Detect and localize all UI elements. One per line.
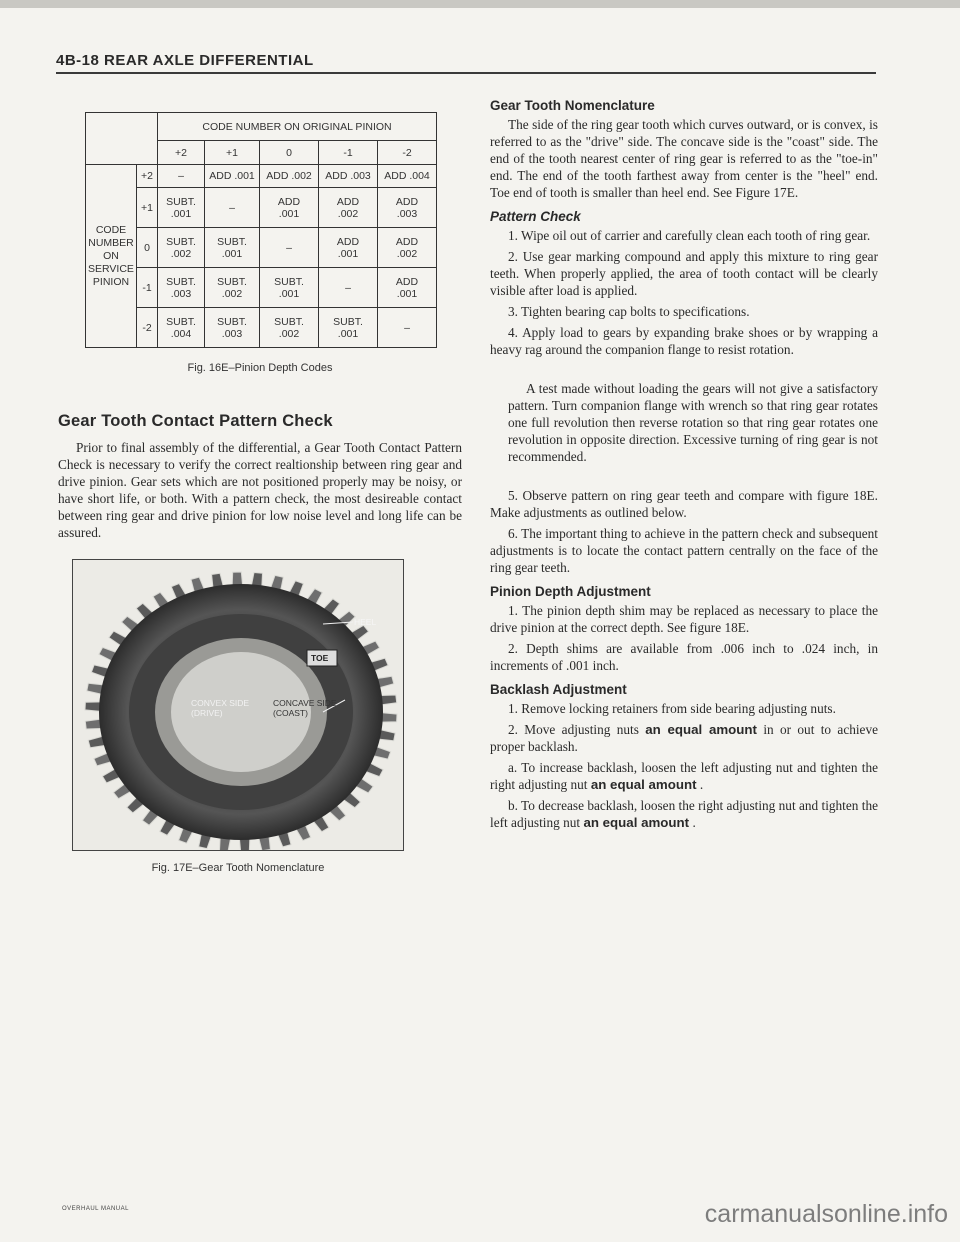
period: . — [699, 777, 704, 792]
cell-line: SUBT. — [217, 275, 247, 288]
cell-line: – — [345, 281, 351, 294]
row-code: 0 — [137, 227, 157, 267]
pattern-step-5: 5. Observe pattern on ring gear teeth and compare with figure 18E. Make adjustments as outlined below. — [490, 488, 878, 520]
period: . — [692, 815, 696, 830]
table-row — [86, 165, 437, 188]
table-cell — [205, 308, 260, 348]
table-cell — [319, 308, 378, 348]
cell-line: .002 — [337, 207, 359, 220]
convex-side-label — [191, 698, 249, 718]
cell-line: – — [286, 241, 292, 254]
row-header-cell — [86, 165, 158, 348]
pattern-check-title: Pattern Check — [490, 209, 581, 224]
cell-line: SUBT. — [217, 235, 247, 248]
table-cell — [260, 188, 319, 228]
top-rule — [0, 0, 960, 8]
cell-line: ADD .001 — [209, 170, 255, 182]
table-corner-cell — [86, 113, 158, 165]
backlash-step-b-text: b. To decrease backlash, loosen the right adjusting nut and tighten the left adjusting nut — [490, 798, 878, 830]
column-header: +1 — [205, 141, 260, 165]
table-cell — [205, 188, 260, 228]
row-header-line: SERVICE — [88, 262, 134, 275]
cell-line: SUBT. — [274, 315, 304, 328]
pattern-note: A test made without loading the gears will not give a satisfactory pattern. Turn companion flange with wrench so that ring gear rotates one full revolution then reverse rotation so that ring gear rotates one revolution in opposite direction. Excessive turning of ring gear is not recommended. — [508, 381, 878, 464]
toe-label: TOE — [311, 653, 329, 663]
table-cell — [158, 228, 205, 268]
cell-line: ADD .002 — [266, 170, 312, 182]
pattern-step-1: 1. Wipe oil out of carrier and carefully clean each tooth of ring gear. — [508, 228, 871, 243]
cell-line: .001 — [278, 207, 300, 220]
table-cell — [378, 308, 437, 348]
cell-line: .001 — [396, 287, 418, 300]
table-cell — [158, 188, 205, 228]
gear-nomenclature-figure — [72, 559, 404, 851]
backlash-step-a-text: a. To increase backlash, loosen the left adjusting nut and tighten the right adjusting nut — [490, 760, 878, 792]
cell-line: .001 — [337, 327, 359, 340]
table-cell — [319, 188, 378, 228]
cell-line: ADD — [336, 235, 360, 248]
cell-line: SUBT. — [333, 315, 363, 328]
pinion-depth-codes-table — [85, 112, 437, 348]
right-column — [490, 98, 878, 835]
column-header: -2 — [378, 141, 437, 165]
table-cell — [260, 268, 319, 308]
table-cell — [158, 308, 205, 348]
cell-line: SUBT. — [166, 235, 196, 248]
row-header-line: ON — [103, 249, 119, 262]
row-code: +1 — [137, 187, 157, 227]
cell-line: – — [404, 321, 410, 334]
cell-line: ADD — [395, 195, 419, 208]
column-header: -1 — [319, 141, 378, 165]
table-caption: Fig. 16E–Pinion Depth Codes — [187, 362, 333, 374]
row-header-line: NUMBER — [88, 236, 134, 249]
backlash-step-1: 1. Remove locking retainers from side bearing adjusting nuts. — [508, 701, 836, 716]
footer-label: OVERHAUL MANUAL — [62, 1206, 129, 1212]
pattern-step-2: 2. Use gear marking compound and apply this mixture to ring gear teeth. When properly applied, the area of tooth contact will be clearly visible after load is applied. — [490, 249, 878, 298]
backlash-title: Backlash Adjustment — [490, 682, 627, 697]
cell-line: SUBT. — [217, 315, 247, 328]
coast-text: (COAST) — [273, 708, 308, 718]
pattern-step-3: 3. Tighten bearing cap bolts to specifications. — [508, 304, 750, 319]
table-cell — [378, 188, 437, 228]
cell-line: ADD — [277, 195, 301, 208]
pattern-step-4: 4. Apply load to gears by expanding brake shoes or by wrapping a heavy rag around the companion flange to resist rotation. — [490, 325, 878, 357]
cell-line: – — [178, 170, 184, 182]
cell-line: .003 — [396, 207, 418, 220]
table-cell — [378, 228, 437, 268]
cell-line: SUBT. — [166, 195, 196, 208]
table-cell — [319, 268, 378, 308]
cell-line: .001 — [221, 247, 243, 260]
cell-line: SUBT. — [166, 315, 196, 328]
table-cell — [378, 165, 437, 188]
cell-line: .002 — [221, 287, 243, 300]
heel-label: HEEL — [354, 617, 377, 627]
column-header: +2 — [158, 141, 205, 165]
drive-text: (DRIVE) — [191, 708, 223, 718]
table-cell — [205, 268, 260, 308]
row-code: -1 — [137, 267, 157, 307]
pinion-depth-step-1: 1. The pinion depth shim may be replaced as necessary to place the drive pinion at the correct depth. See figure 18E. — [490, 603, 878, 635]
row-header-line: CODE — [95, 223, 127, 236]
backlash-step-2-tail: in or out to achieve proper backlash. — [490, 722, 879, 754]
figure-caption: Fig. 17E–Gear Tooth Nomenclature — [151, 862, 325, 874]
cell-line: .001 — [278, 287, 300, 300]
concave-side-text: CONCAVE SIDE — [273, 698, 337, 708]
row-code: -2 — [137, 307, 157, 347]
nomenclature-title: Gear Tooth Nomenclature — [490, 98, 655, 113]
page-header: 4B-18 REAR AXLE DIFFERENTIAL — [56, 52, 876, 74]
cell-line: .001 — [337, 247, 359, 260]
table-cell — [319, 228, 378, 268]
cell-line: – — [229, 201, 235, 214]
pinion-depth-title: Pinion Depth Adjustment — [490, 584, 651, 599]
watermark: carmanualsonline.info — [704, 1200, 948, 1228]
cell-line: ADD — [395, 275, 419, 288]
cell-line: ADD — [336, 195, 360, 208]
table-cell — [378, 268, 437, 308]
cell-line: .002 — [396, 247, 418, 260]
table-cell — [158, 268, 205, 308]
backlash-step-b — [490, 797, 878, 831]
table-cell — [158, 165, 205, 188]
nomenclature-body: The side of the ring gear tooth which curves outward, or is convex, is referred to as the "drive" side. The concave side is the "coast" side. The end of the tooth nearest center of ring gear is referred to as the "toe-in" end. The end of the tooth farthest away from center is the "heel" end. Toe end of tooth is smaller than heel end. See Figure 17E. — [490, 117, 878, 200]
contact-check-section — [58, 412, 462, 541]
convex-side-text: CONVEX SIDE — [191, 698, 250, 708]
cell-line: SUBT. — [274, 275, 304, 288]
pattern-step-6: 6. The important thing to achieve in the pattern check and subsequent adjustments is to locate the contact pattern centrally on the face of the ring gear teeth. — [490, 526, 878, 575]
row-code: +2 — [141, 170, 153, 182]
table-cell — [260, 308, 319, 348]
equal-amount-emphasis: an equal amount — [590, 777, 697, 792]
concave-side-label — [273, 698, 337, 718]
pinion-depth-step-2: 2. Depth shims are available from .006 inch to .024 inch, in increments of .001 inch. — [490, 641, 878, 673]
cell-line: .001 — [170, 207, 192, 220]
table-cell — [205, 228, 260, 268]
table-cell — [260, 228, 319, 268]
left-column — [58, 112, 462, 874]
table-cell — [319, 165, 378, 188]
table-cell — [205, 165, 260, 188]
cell-line: ADD — [395, 235, 419, 248]
row-header-line: PINION — [92, 275, 130, 288]
backlash-step-2 — [490, 721, 878, 755]
backlash-step-2-lead: 2. Move adjusting nuts — [508, 722, 639, 737]
cell-line: .002 — [278, 327, 300, 340]
contact-check-title: Gear Tooth Contact Pattern Check — [58, 412, 333, 430]
table-span-header: CODE NUMBER ON ORIGINAL PINION — [158, 113, 437, 141]
equal-amount-emphasis: an equal amount — [645, 722, 757, 737]
cell-line: .003 — [170, 287, 192, 300]
cell-line: .003 — [221, 327, 243, 340]
cell-line: SUBT. — [166, 275, 196, 288]
table-cell — [260, 165, 319, 188]
backlash-step-a — [490, 759, 878, 793]
equal-amount-emphasis: an equal amount — [583, 815, 690, 830]
cell-line: ADD .004 — [384, 170, 430, 182]
contact-check-body: Prior to final assembly of the differential, a Gear Tooth Contact Pattern Check is necessary to verify the correct realtionship between ring gear and drive pinion. Gear sets which are not positioned properly may be noisy, or have short life, or both. With a pattern check, the most desireable contact between ring gear and drive pinion for low noise level and long life can be assured. — [58, 440, 462, 540]
cell-line: ADD .003 — [325, 170, 371, 182]
cell-line: .002 — [170, 247, 192, 260]
cell-line: .004 — [170, 327, 192, 340]
column-header: 0 — [260, 141, 319, 165]
